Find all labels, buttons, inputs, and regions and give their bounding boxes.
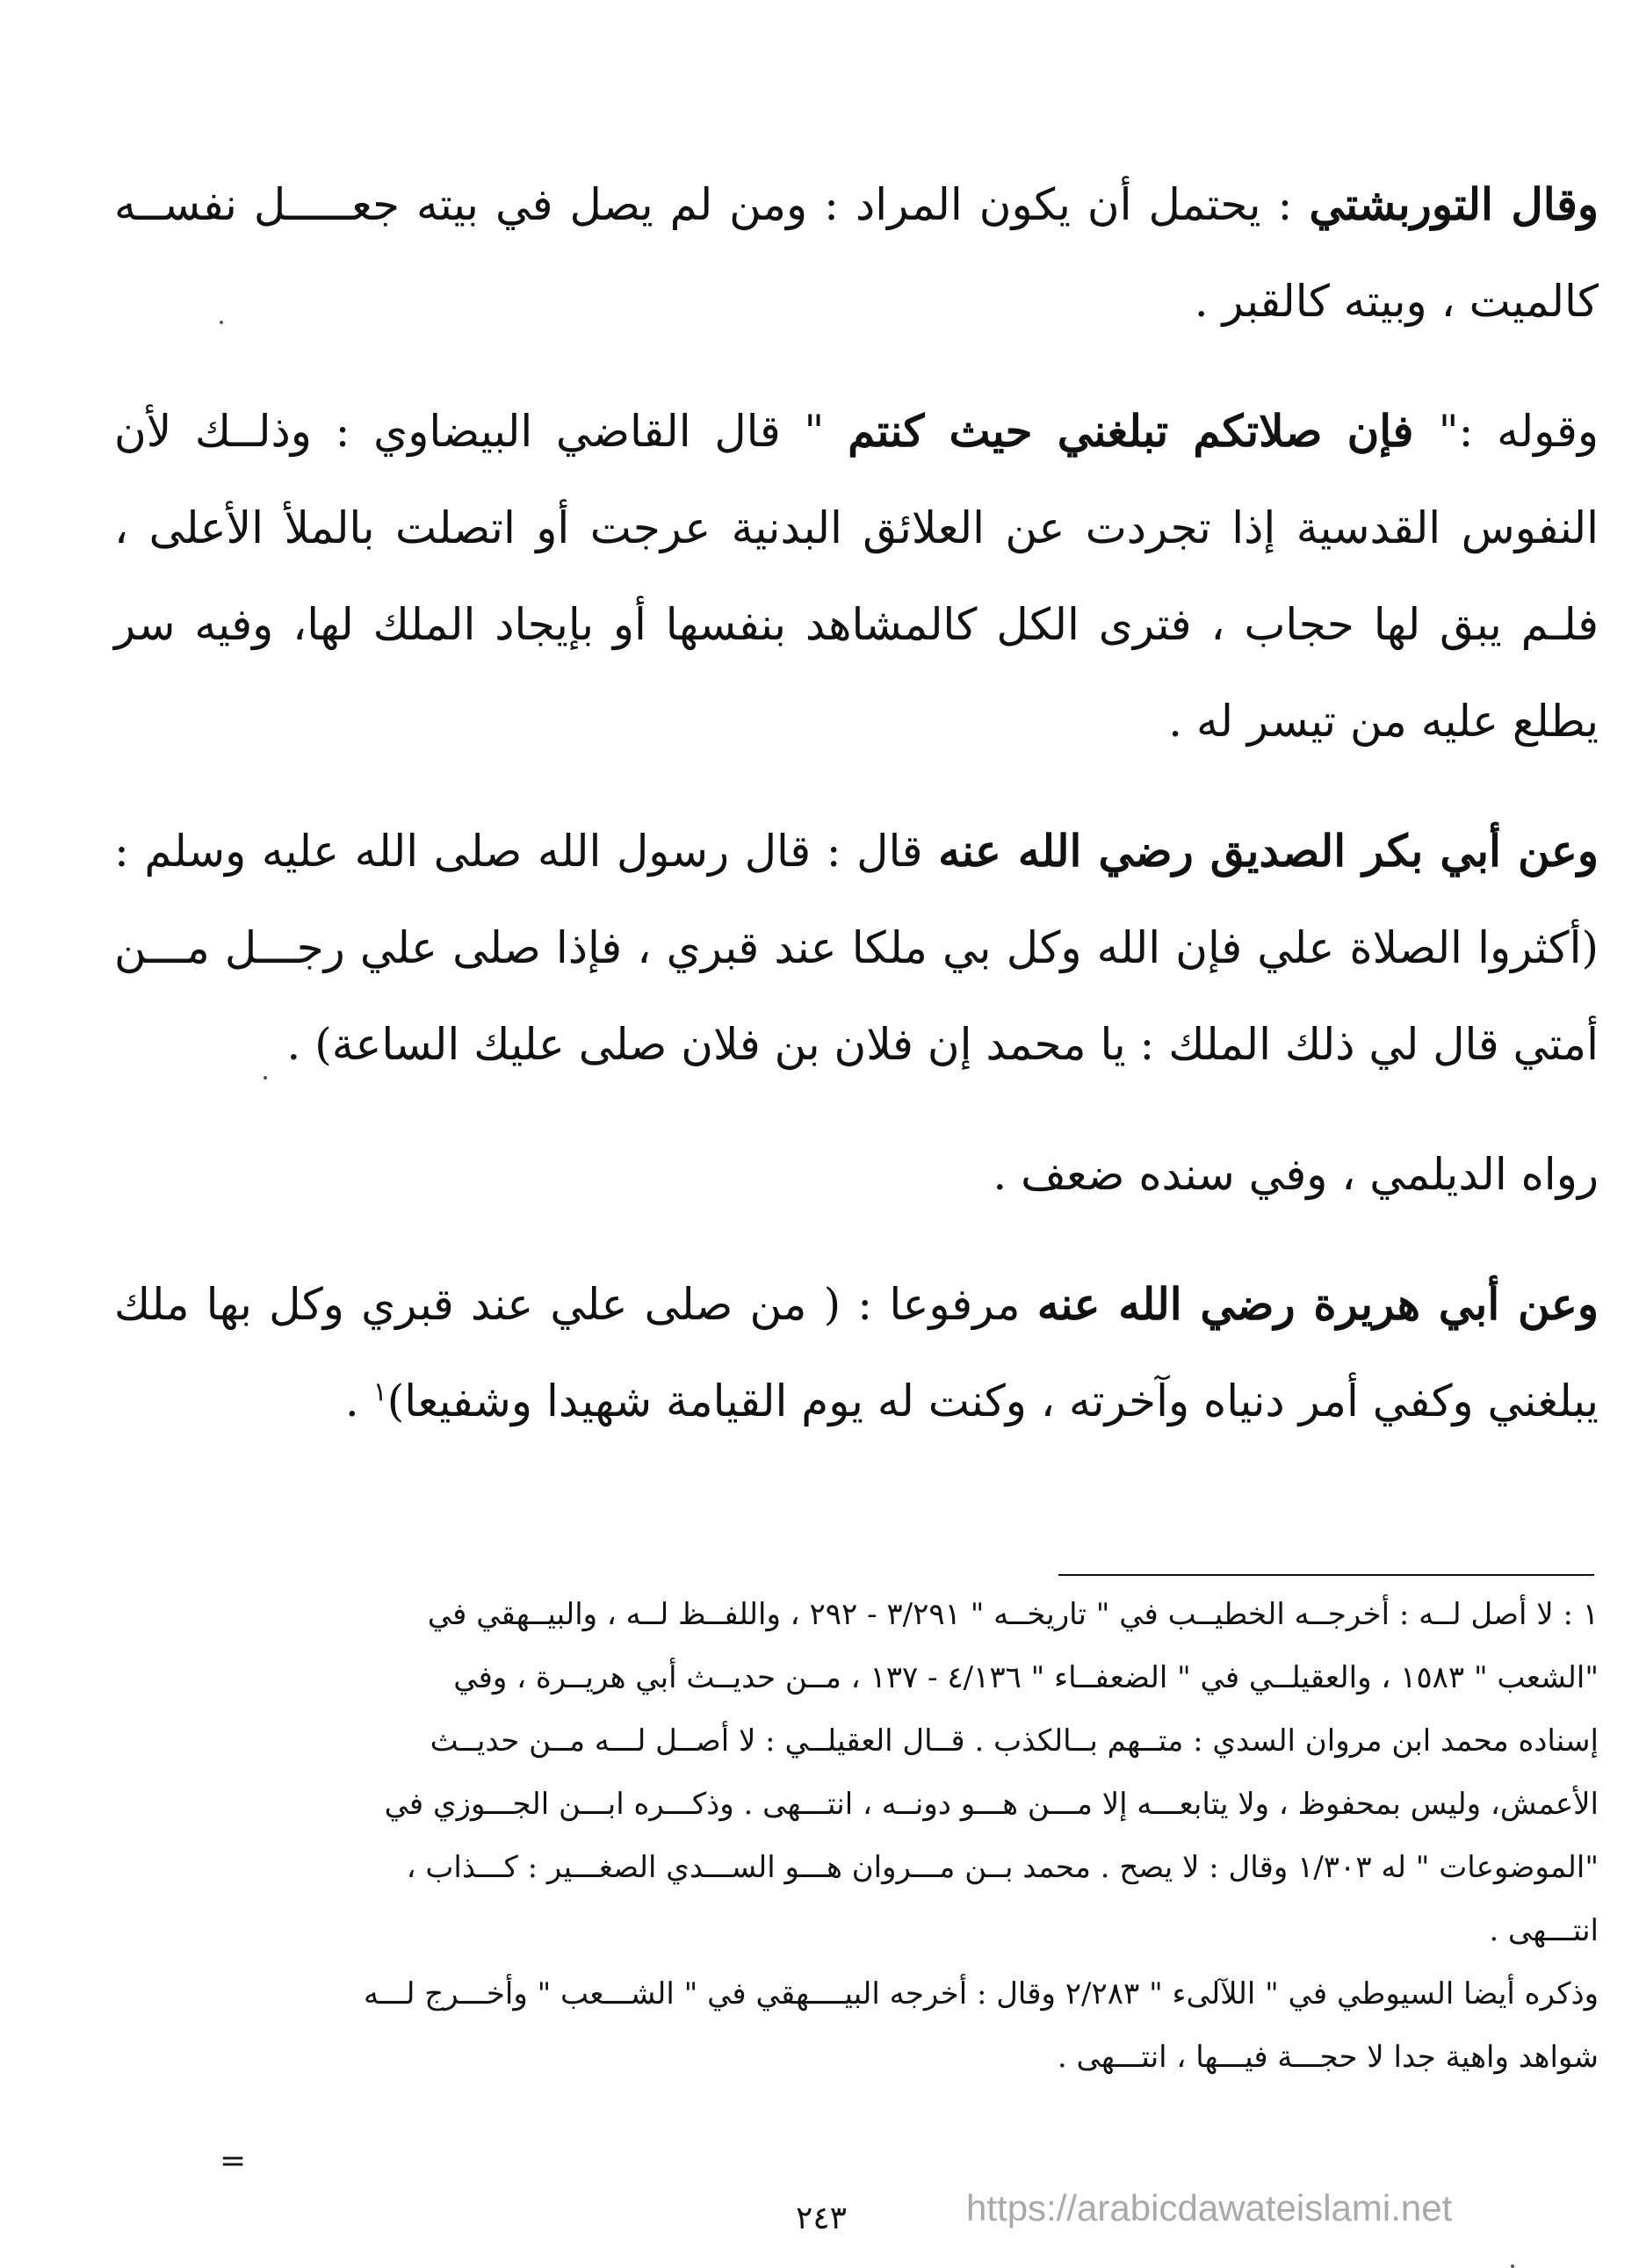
- paragraph-baydawi: [114, 383, 1599, 769]
- watermark-url: https://arabicdawateislami.net: [966, 2187, 1453, 2228]
- scan-speck: [264, 1076, 267, 1080]
- footnote-divider: [1058, 1574, 1594, 1576]
- footnote-line: شواهد واهية جدا لا حجـــة فيـــها ، انتـــهى .: [1057, 2040, 1599, 2075]
- footnote-line: ١ : لا أصل لــه : أخرجــه الخطيــب في " تاريخــه " ٣/٢٩١ - ٢٩٢ ، واللفــظ لــه ، والبيــهقي في: [427, 1597, 1599, 1632]
- narrator-name: وعن أبي هريرة رضي الله عنه: [1036, 1278, 1599, 1330]
- continuation-mark: =: [220, 2143, 247, 2179]
- quote-intro: وقوله :": [1438, 406, 1599, 457]
- paragraph-turbishti: [114, 156, 1599, 350]
- footnote-line: الأعمش، وليس بمحفوظ ، ولا يتابعـــه إلا مـــن هـــو دونــه ، انتـــهى . وذكـــره ابـــن الجـــوزي في: [384, 1787, 1599, 1822]
- paragraph-text: : يحتمل أن يكون المراد : ومن لم يصل في بيته جعـــــل نفســه كالميت ، وبيته كالقبر .: [114, 179, 1599, 327]
- paragraph-abu-hurayra: [114, 1256, 1599, 1449]
- page-number: ٢٤٣: [795, 2200, 847, 2236]
- paragraph-daylami: [114, 1126, 1599, 1223]
- scan-speck: [1511, 2264, 1514, 2268]
- footnote-line: "الشعب " ١٥٨٣ ، والعقيلــي في " الضعفــاء " ٤/١٣٦ - ١٣٧ ، مــن حديــث أبي هريــرة ، وفي: [453, 1660, 1599, 1695]
- paragraph-text: " قال القاضي البيضاوي : وذلــك لأن النفوس القدسية إذا تجردت عن العلائق البدنية عرجت أو اتصلت بالملأ الأعلى ، فلـم يبق لها حجاب ، فترى الكل كالمشاهد بنفسها أو بإيجاد الملك لها، وفيه سر يطلع عليه من تيسر له .: [114, 406, 1599, 747]
- footnote-reference[interactable]: ١: [372, 1376, 387, 1408]
- paragraph-abu-bakr: [114, 803, 1599, 1093]
- footnote-line: انتـــهى .: [1489, 1913, 1599, 1948]
- main-text: [114, 156, 1599, 1449]
- footnote-line: "الموضوعات " له ١/٣٠٣ وقال : لا يصح . محمد بــن مـــروان هـــو الســـدي الصغـــير : كـــذاب ،: [406, 1850, 1599, 1885]
- paragraph-end: .: [344, 1376, 373, 1427]
- paragraph-text: مرفوعا : ( من صلى علي عند قبري وكل بها ملك يبلغني وكفي أمر دنياه وآخرته ، وكنت له يوم القيامة شهيدا وشفيعا): [114, 1279, 1599, 1427]
- speaker-name: وقال التوربشتي: [1309, 178, 1599, 230]
- narrator-name: وعن أبي بكر الصديق رضي الله عنه: [938, 825, 1599, 877]
- footnote-line: إسناده محمد ابن مروان السدي : متــهم بــالكذب . قــال العقيلــي : لا أصــل لـــه مــن حديــث: [430, 1723, 1599, 1759]
- hadith-quote: فإن صلاتكم تبلغني حيث كنتم: [848, 405, 1439, 457]
- footnote-line: وذكره أيضا السيوطي في " اللآلىء " ٢/٢٨٣ وقال : أخرجه البيــــهقي في " الشـــعب " وأخـــرج لـــه: [364, 1976, 1599, 2012]
- paragraph-text: قال : قال رسول الله صلى الله عليه وسلم : (أكثروا الصلاة علي فإن الله وكل بي ملكا عند قبري ، فإذا صلى علي رجـــل مـــن أمتي قال لي ذلك الملك : يا محمد إن فلان بن فلان صلى عليك الساعة) .: [114, 826, 1599, 1070]
- scan-speck: [220, 321, 223, 324]
- footnotes: [114, 1583, 1599, 2089]
- paragraph-text: رواه الديلمي ، وفي سنده ضعف .: [993, 1149, 1599, 1200]
